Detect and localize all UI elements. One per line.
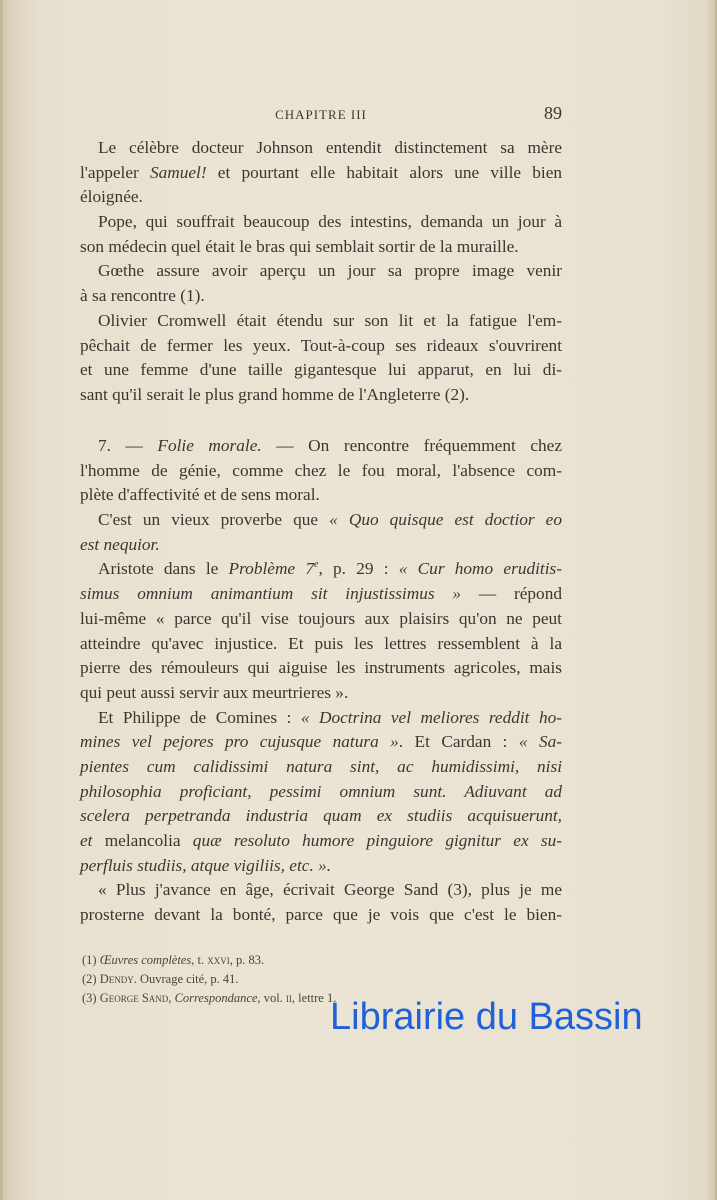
text-line: [80, 878, 562, 903]
page-left-edge: [0, 0, 3, 1200]
footnote: [82, 951, 336, 970]
italic-text: e: [313, 559, 319, 571]
text-line: [80, 161, 562, 186]
text-line: [80, 459, 562, 484]
text: qui peut aussi servir aux meurtrieres ».: [80, 682, 349, 702]
text: C'est un vieux proverbe que: [98, 510, 330, 530]
text: xxvi: [207, 953, 230, 967]
text: atteindre qu'avec injustice. Et puis les lettres ressemblent à la: [80, 633, 562, 653]
text: — répond: [461, 584, 562, 604]
text: Olivier Cromwell était étendu sur son lit et la fatigue l'em-: [98, 310, 562, 330]
text: Aristote dans le: [98, 559, 229, 579]
text-line: [80, 582, 562, 607]
text: melancolia: [92, 831, 193, 850]
text-line: [80, 656, 562, 681]
text-line: [80, 284, 562, 309]
italic-text: simus omnium animantium sit injustissimus »: [80, 584, 462, 604]
text-line: [80, 383, 562, 408]
italic-text: scelera perpetranda industria quam ex studiis acquisuerunt,: [80, 806, 562, 826]
text: , p. 83.: [229, 953, 265, 967]
page-header: [80, 103, 562, 125]
italic-text: « Quo quisque est doctior eo: [329, 510, 562, 530]
text: plète d'affectivité et de sens moral.: [80, 485, 320, 505]
text-line: [80, 358, 562, 383]
text: l'homme de génie, comme chez le fou moral, l'absence com-: [80, 460, 562, 480]
text: . Ouvrage cité, p. 41.: [133, 972, 239, 986]
italic-text: philosophia proficiant, pessimi omnium sunt. Adiuvant ad: [80, 781, 562, 801]
text: George Sand: [99, 991, 169, 1005]
footnote: [82, 970, 336, 989]
text: pierre des rémouleurs qui aiguise les instruments agricoles, mais: [80, 658, 562, 678]
italic-text: Folie morale.: [157, 436, 262, 455]
running-title: CHAPITRE III: [275, 107, 367, 122]
text-line: [80, 829, 562, 854]
text: l'appeler: [80, 162, 150, 182]
italic-text: perfluis studiis, atque vigiliis, etc. ».: [80, 855, 332, 875]
text: et pourtant elle habitait alors une ville bien: [206, 162, 563, 182]
text: , lettre 1.: [291, 991, 337, 1005]
text: 7. —: [98, 436, 158, 455]
text: (3): [82, 991, 100, 1005]
text: Et Philippe de Comines :: [98, 707, 301, 727]
text: éloignée.: [80, 187, 143, 207]
text: t.: [194, 953, 208, 967]
text-line: [80, 632, 562, 657]
text-line: [80, 309, 562, 334]
text-line: [80, 334, 562, 359]
text-line: [80, 235, 562, 260]
text: prosterne devant la bonté, parce que je vois que c'est le bien-: [80, 905, 562, 925]
text-line: [80, 681, 562, 706]
footnotes: [82, 951, 336, 1008]
italic-text: Œuvres complètes,: [99, 953, 195, 967]
text: sant qu'il serait le plus grand homme de l'Angleterre (2).: [80, 384, 470, 404]
text-block-1: [80, 136, 562, 408]
watermark-librairie-du-bassin: Librairie du Bassin: [330, 996, 643, 1038]
text-line: [80, 259, 562, 284]
text: ,: [168, 991, 175, 1005]
italic-text: « Cur homo eruditis-: [398, 559, 562, 579]
text: Le célèbre docteur Johnson entendit distinctement sa mère: [98, 138, 562, 157]
text: , p. 29 :: [318, 559, 399, 579]
text: et une femme d'une taille gigantesque lui apparut, en lui di-: [80, 360, 562, 380]
text: lui-même « parce qu'il vise toujours aux plaisirs qu'on ne peut: [80, 608, 562, 628]
text-line: [80, 780, 562, 805]
text: Pope, qui souffrait beaucoup des intestins, demanda un jour à: [98, 212, 562, 232]
italic-text: Correspondance,: [174, 991, 261, 1005]
text-line: [80, 533, 562, 558]
italic-text: et: [80, 831, 93, 850]
text: son médecin quel était le bras qui semblait sortir de la muraille.: [80, 236, 519, 256]
italic-text: pientes cum calidissimi natura sint, ac humidissimi, nisi: [80, 756, 562, 776]
text-line: [80, 185, 562, 210]
text-line: [80, 903, 562, 928]
text-line: [80, 607, 562, 632]
text-line: [80, 854, 562, 879]
text-line: [80, 210, 562, 235]
text: Dendy: [99, 972, 134, 986]
text-block-2: [80, 434, 562, 928]
text: pêchait de fermer les yeux. Tout-à-coup ses rideaux s'ouvrirent: [80, 335, 562, 355]
text: à sa rencontre (1).: [80, 286, 205, 306]
text-line: [80, 483, 562, 508]
italic-text: mines vel pejores pro cujusque natura »: [80, 732, 399, 752]
text: — On rencontre fréquemment chez: [261, 436, 562, 455]
footnote: [82, 989, 336, 1008]
italic-text: quæ resoluto humore pinguiore gignitur ex su-: [192, 831, 562, 850]
text-line: [80, 706, 562, 731]
page-number: 89: [544, 103, 562, 123]
text-line: [80, 804, 562, 829]
italic-text: est nequior.: [80, 534, 160, 554]
text-line: [80, 136, 562, 161]
text: . Et Cardan :: [398, 732, 519, 752]
text-line: [80, 730, 562, 755]
text: « Plus j'avance en âge, écrivait George Sand (3), plus je me: [98, 880, 562, 900]
text-line: [80, 557, 562, 582]
text-line: [80, 508, 562, 533]
text: Gœthe assure avoir aperçu un jour sa propre image venir: [98, 261, 562, 281]
italic-text: « Sa-: [518, 732, 563, 752]
text: (1): [82, 953, 100, 967]
italic-text: Samuel!: [149, 162, 207, 182]
text: (2): [82, 972, 100, 986]
text-line: [80, 755, 562, 780]
text: vol.: [260, 991, 286, 1005]
text: ii: [285, 991, 292, 1005]
italic-text: « Doctrina vel meliores reddit ho-: [300, 707, 562, 727]
text-line: [80, 434, 562, 459]
italic-text: Problème 7: [228, 559, 314, 579]
